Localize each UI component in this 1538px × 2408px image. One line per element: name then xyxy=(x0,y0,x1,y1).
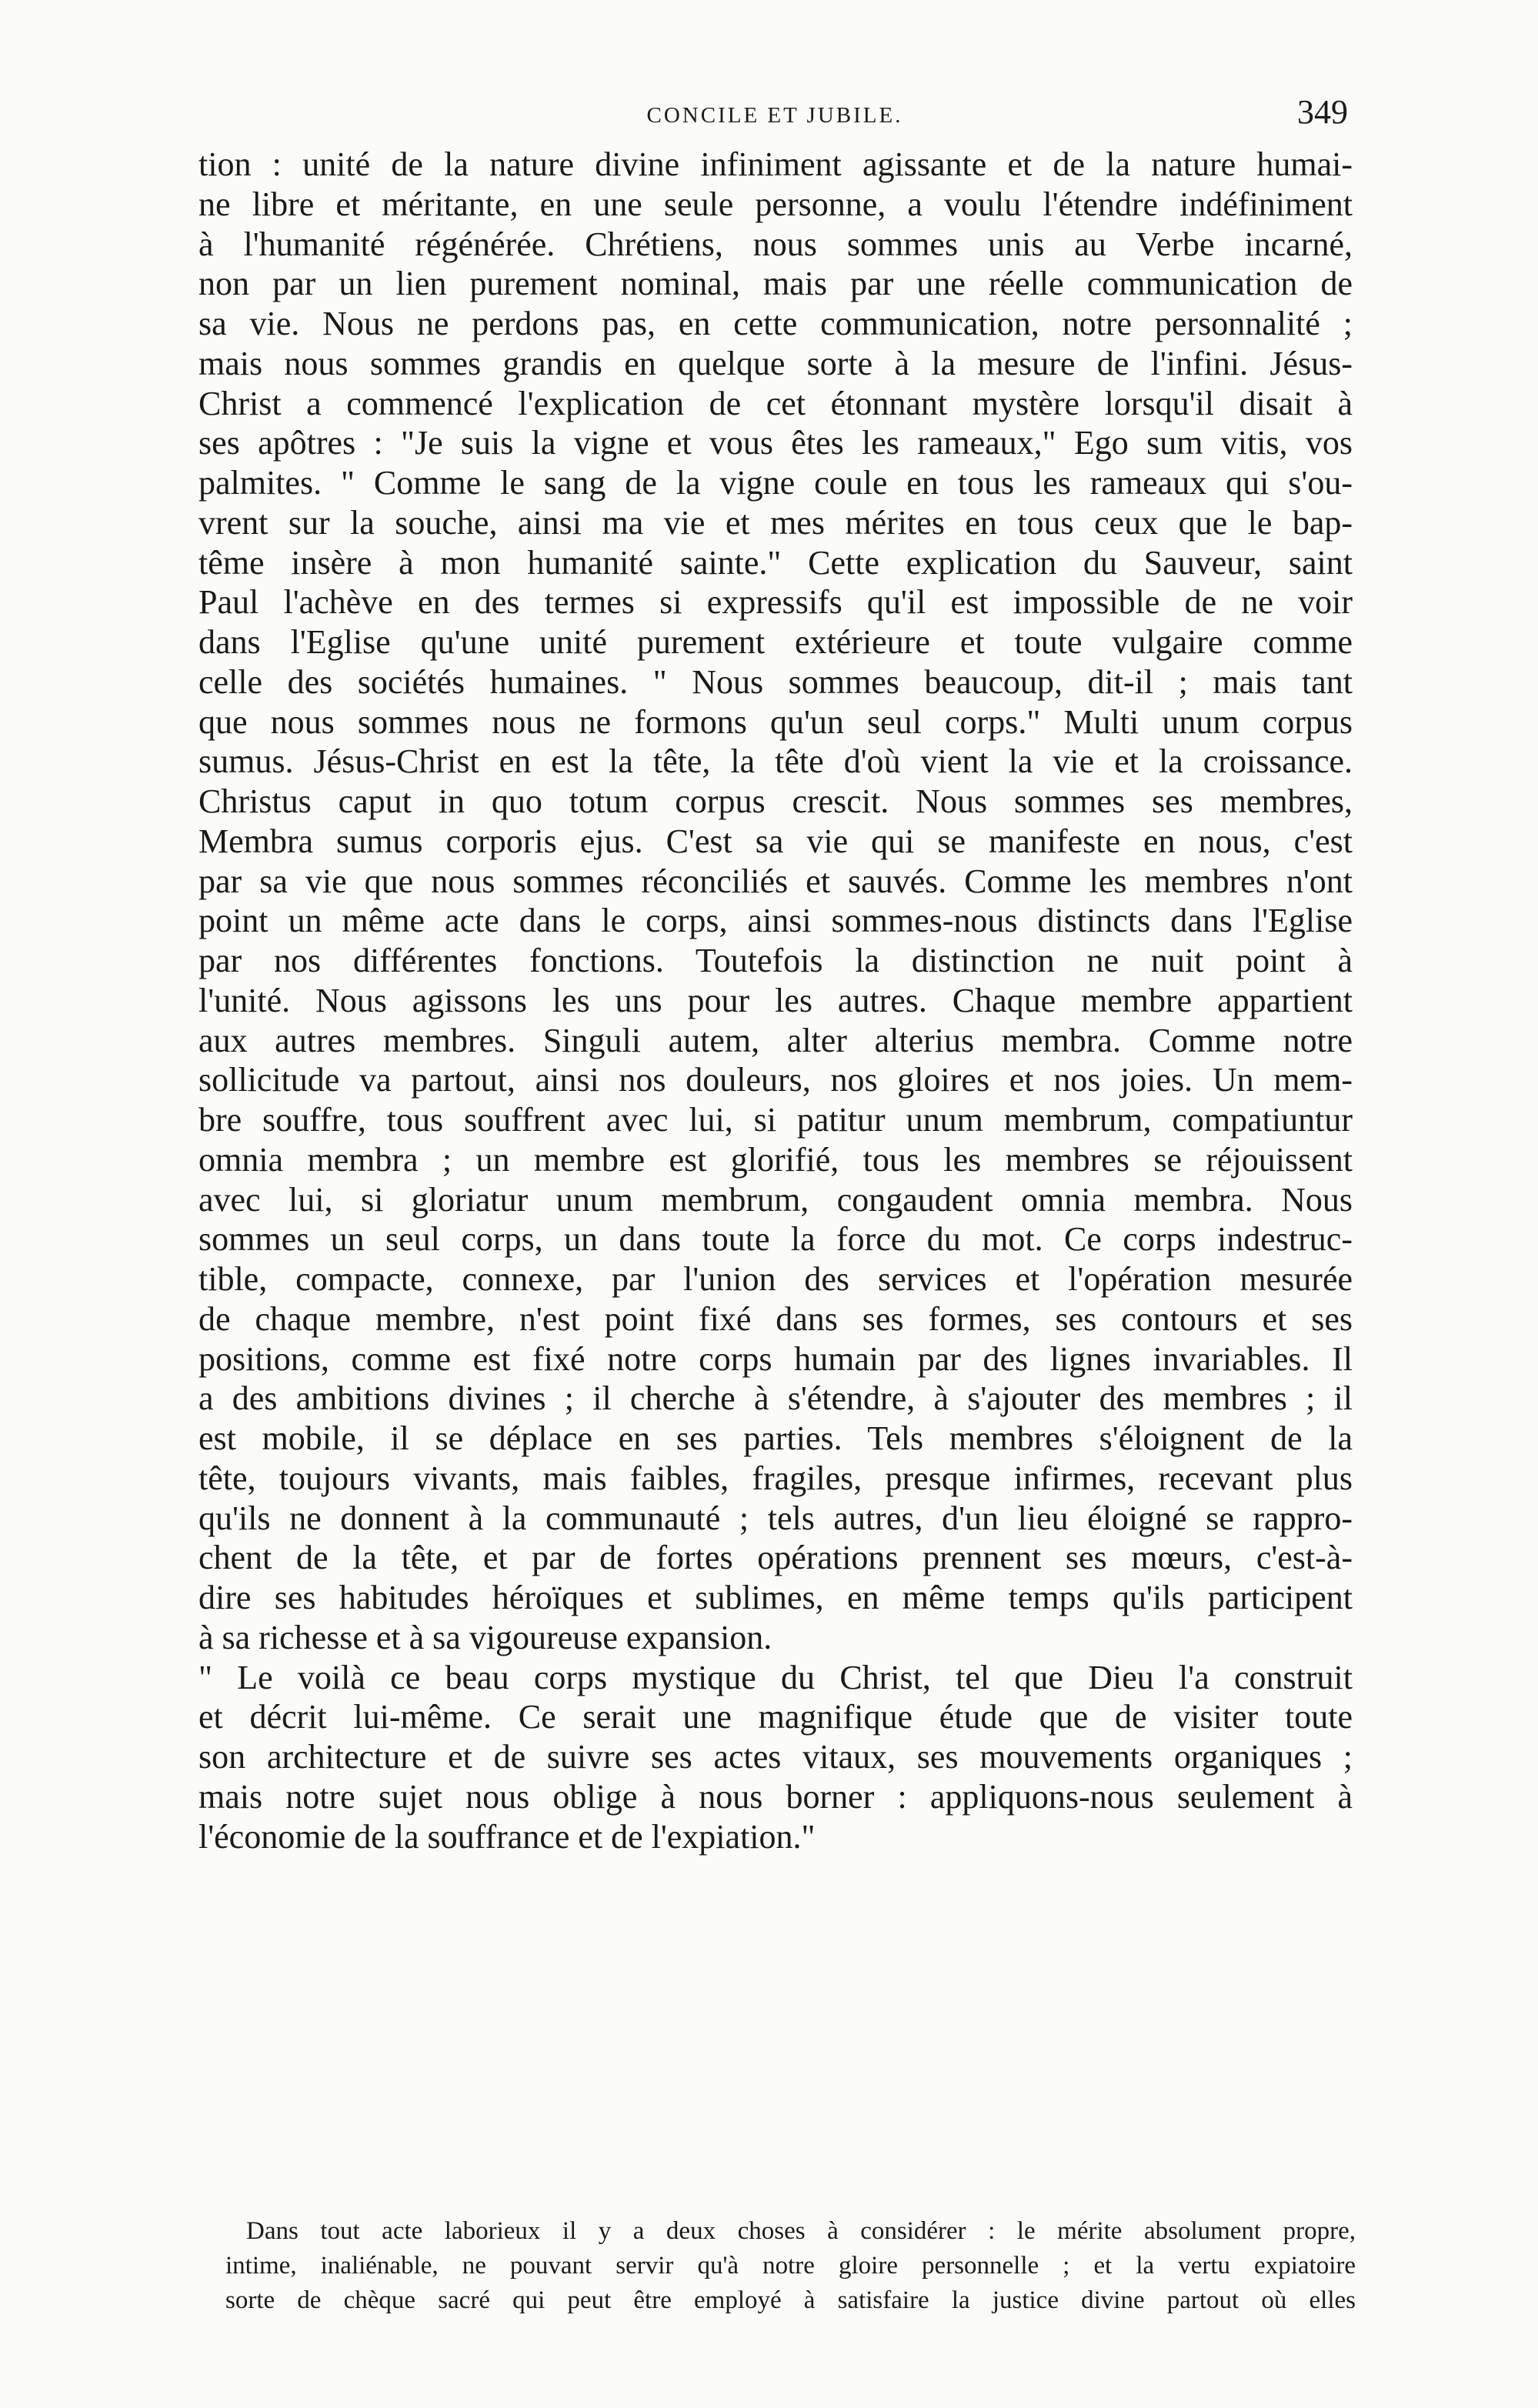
body-line: point un même acte dans le corps, ainsi sommes-nous distincts dans l'Eglise xyxy=(199,902,1353,940)
body-line: tête, toujours vivants, mais faibles, fragiles, presque infirmes, recevant plus xyxy=(199,1459,1353,1497)
running-head xyxy=(202,92,1348,138)
body-line: son architecture et de suivre ses actes vitaux, ses mouvements organiques ; xyxy=(199,1738,1353,1776)
body-text xyxy=(199,145,1353,1856)
body-line: l'économie de la souffrance et de l'expiation." xyxy=(199,1817,816,1856)
footnote-line: intime, inaliénable, ne pouvant servir qu'à notre gloire personnelle ; et la vertu expiatoire xyxy=(225,2252,1356,2280)
body-line: ne libre et méritante, en une seule personne, a voulu l'étendre indéfiniment xyxy=(199,185,1353,223)
body-line: mais notre sujet nous oblige à nous borner : appliquons-nous seulement à xyxy=(199,1777,1353,1816)
body-line: et décrit lui-même. Ce serait une magnifique étude que de visiter toute xyxy=(199,1698,1353,1736)
body-line: de chaque membre, n'est point fixé dans ses formes, ses contours et ses xyxy=(199,1299,1353,1338)
body-line: dire ses habitudes héroïques et sublimes, en même temps qu'ils participent xyxy=(199,1579,1353,1616)
body-line: par sa vie que nous sommes réconciliés et sauvés. Comme les membres n'ont xyxy=(199,862,1353,900)
body-line: celle des sociétés humaines. " Nous sommes beaucoup, dit-il ; mais tant xyxy=(199,662,1353,701)
body-line: à sa richesse et à sa vigoureuse expansion. xyxy=(199,1618,772,1656)
body-line: chent de la tête, et par de fortes opérations prennent ses mœurs, c'est-à- xyxy=(199,1539,1353,1577)
body-line: que nous sommes nous ne formons qu'un seul corps." Multi unum corpus xyxy=(199,702,1353,741)
body-line: avec lui, si gloriatur unum membrum, congaudent omnia membra. Nous xyxy=(199,1180,1353,1219)
body-line: dans l'Eglise qu'une unité purement extérieure et toute vulgaire comme xyxy=(199,623,1353,661)
body-line: tible, compacte, connexe, par l'union des services et l'opération mesurée xyxy=(199,1260,1353,1298)
body-line: a des ambitions divines ; il cherche à s'étendre, à s'ajouter des membres ; il xyxy=(199,1379,1353,1418)
body-line: à l'humanité régénérée. Chrétiens, nous sommes unis au Verbe incarné, xyxy=(199,225,1353,263)
body-line: sa vie. Nous ne perdons pas, en cette communication, notre personnalité ; xyxy=(199,305,1353,342)
body-line: mais nous sommes grandis en quelque sorte à la mesure de l'infini. Jésus- xyxy=(199,344,1353,382)
body-line: est mobile, il se déplace en ses parties. Tels membres s'éloignent de la xyxy=(199,1419,1353,1457)
body-line: vrent sur la souche, ainsi ma vie et mes mérites en tous ceux que le bap- xyxy=(199,503,1353,542)
body-line: sumus. Jésus-Christ en est la tête, la tête d'où vient la vie et la croissance. xyxy=(199,742,1353,781)
body-line: par nos différentes fonctions. Toutefois la distinction ne nuit point à xyxy=(199,942,1353,979)
body-line: tion : unité de la nature divine infiniment agissante et de la nature humai- xyxy=(199,145,1353,183)
body-line: Christ a commencé l'explication de cet étonnant mystère lorsqu'il disait à xyxy=(199,384,1353,422)
body-line: bre souffre, tous souffrent avec lui, si patitur unum membrum, compatiuntur xyxy=(199,1101,1353,1139)
page-number: 349 xyxy=(1297,93,1348,131)
body-line: tême insère à mon humanité sainte." Cette explication du Sauveur, saint xyxy=(199,543,1353,582)
body-line: positions, comme est fixé notre corps humain par des lignes invariables. Il xyxy=(199,1339,1353,1378)
footnote-line: sorte de chèque sacré qui peut être employé à satisfaire la justice divine partout où elles xyxy=(225,2286,1356,2314)
body-line: " Le voilà ce beau corps mystique du Christ, tel que Dieu l'a construit xyxy=(199,1658,1353,1696)
body-line: Membra sumus corporis ejus. C'est sa vie qui se manifeste en nous, c'est xyxy=(199,822,1353,860)
body-line: l'unité. Nous agissons les uns pour les autres. Chaque membre appartient xyxy=(199,981,1353,1019)
body-line: non par un lien purement nominal, mais par une réelle communication de xyxy=(199,265,1353,303)
body-line: omnia membra ; un membre est glorifié, tous les membres se réjouissent xyxy=(199,1140,1353,1179)
body-line: Paul l'achève en des termes si expressifs qu'il est impossible de ne voir xyxy=(199,583,1353,622)
footnote xyxy=(225,2214,1356,2318)
body-line: palmites. " Comme le sang de la vigne coule en tous les rameaux qui s'ou- xyxy=(199,464,1353,502)
body-line: Christus caput in quo totum corpus crescit. Nous sommes ses membres, xyxy=(199,782,1353,820)
body-line: sommes un seul corps, un dans toute la force du mot. Ce corps indestruc- xyxy=(199,1220,1353,1259)
footnote-line: Dans tout acte laborieux il y a deux choses à considérer : le mérite absolument propre, xyxy=(246,2217,1356,2245)
body-line: ses apôtres : "Je suis la vigne et vous êtes les rameaux," Ego sum vitis, vos xyxy=(199,424,1353,462)
running-title: CONCILE ET JUBILE. xyxy=(646,103,903,128)
body-line: sollicitude va partout, ainsi nos douleurs, nos gloires et nos joies. Un mem- xyxy=(199,1061,1353,1099)
body-line: aux autres membres. Singuli autem, alter alterius membra. Comme notre xyxy=(199,1021,1353,1059)
body-line: qu'ils ne donnent à la communauté ; tels autres, d'un lieu éloigné se rappro- xyxy=(199,1499,1353,1537)
